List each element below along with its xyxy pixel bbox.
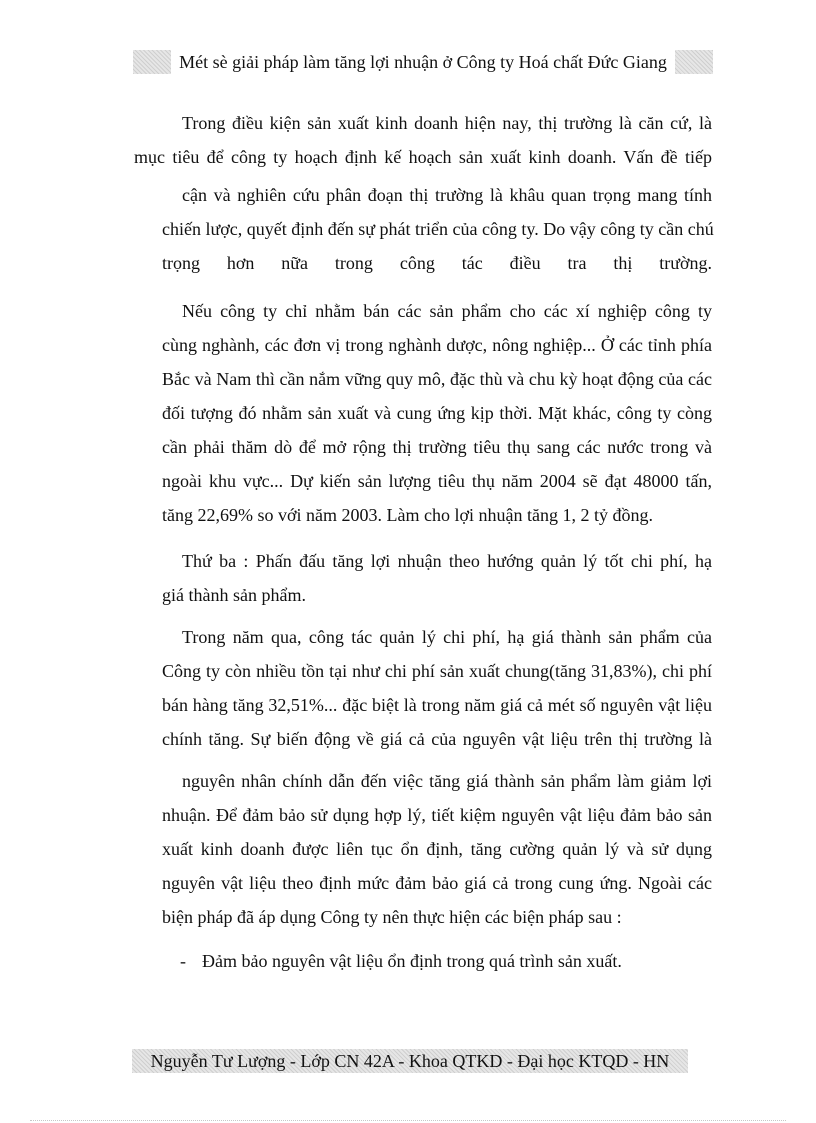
- text-line: ngoài khu vực... Dự kiến sản lượng tiêu thụ năm 2004 sẽ đạt 48000 tấn,: [162, 471, 712, 491]
- bullet-text: Đảm bảo nguyên vật liệu ổn định trong quá trình sản xuất.: [202, 951, 622, 971]
- page-bottom-divider: [30, 1120, 786, 1121]
- bullet-item: [180, 944, 622, 978]
- text-line: Trong năm qua, công tác quản lý chi phí, hạ giá thành sản phẩm của: [182, 627, 712, 647]
- text-line: nhuận. Để đảm bảo sử dụng hợp lý, tiết kiệm nguyên vật liệu đảm bảo sản: [162, 805, 712, 825]
- page-header: [133, 50, 713, 74]
- bullet-marker: -: [180, 951, 186, 971]
- paragraph-1: [134, 106, 714, 280]
- text-line: chiến lược, quyết định đến sự phát triển của công ty. Do vậy công ty cần chú: [162, 219, 714, 239]
- text-line: biện pháp đã áp dụng Công ty nên thực hiện các biện pháp sau :: [162, 907, 622, 927]
- text-line: cùng nghành, các đơn vị trong nghành dược, nông nghiệp... Ở các tỉnh phía: [162, 335, 712, 355]
- text-line: Thứ ba : Phấn đấu tăng lợi nhuận theo hướng quản lý tốt chi phí, hạ: [182, 551, 712, 571]
- text-line: giá thành sản phẩm.: [162, 585, 306, 605]
- text-line: đối tượng đó nhằm sản xuất và cung ứng kịp thời. Mặt khác, công ty còng: [162, 403, 712, 423]
- text-line: Bắc và Nam thì cần nắm vững quy mô, đặc thù và chu kỳ hoạt động của các: [162, 369, 712, 389]
- text-line: Công ty còn nhiều tồn tại như chi phí sản xuất chung(tăng 31,83%), chi phí: [162, 661, 712, 681]
- paragraph-4: [162, 620, 712, 756]
- paragraph-2: [162, 294, 712, 532]
- paragraph-3: [162, 544, 712, 612]
- text-line: xuất kinh doanh được liên tục ổn định, tăng cường quản lý và sử dụng: [162, 839, 712, 859]
- page-footer: Nguyễn Tư Lượng - Lớp CN 42A - Khoa QTKD - Đại học KTQD - HN: [132, 1049, 688, 1073]
- text-line: mục tiêu để công ty hoạch định kế hoạch sản xuất kinh doanh. Vấn đề tiếp: [134, 147, 712, 167]
- text-line: nguyên vật liệu theo định mức đảm bảo giá cả trong cung ứng. Ngoài các: [162, 873, 712, 893]
- text-line: Trong điều kiện sản xuất kinh doanh hiện nay, thị trường là căn cứ, là: [182, 113, 712, 133]
- text-line: cần phải thăm dò để mở rộng thị trường tiêu thụ sang các nước trong và: [162, 437, 712, 457]
- text-line: chính tăng. Sự biến động về giá cả của nguyên vật liệu trên thị trường là: [162, 729, 712, 749]
- text-line: nguyên nhân chính dẫn đến việc tăng giá thành sản phẩm làm giảm lợi: [182, 771, 712, 791]
- text-line: cận và nghiên cứu phân đoạn thị trường là khâu quan trọng mang tính: [182, 185, 712, 205]
- text-line: tăng 22,69% so với năm 2003. Làm cho lợi nhuận tăng 1, 2 tỷ đồng.: [162, 505, 653, 525]
- text-line: bán hàng tăng 32,51%... đặc biệt là trong năm giá cả mét số nguyên vật liệu: [162, 695, 712, 715]
- paragraph-5: [162, 764, 712, 934]
- header-title: Mét sè giải pháp làm tăng lợi nhuận ở Công ty Hoá chất Đức Giang: [171, 50, 675, 74]
- text-line: trọng hơn nữa trong công tác điều tra thị trường.: [162, 253, 712, 273]
- text-line: Nếu công ty chỉ nhằm bán các sản phẩm cho các xí nghiệp công ty: [182, 301, 712, 321]
